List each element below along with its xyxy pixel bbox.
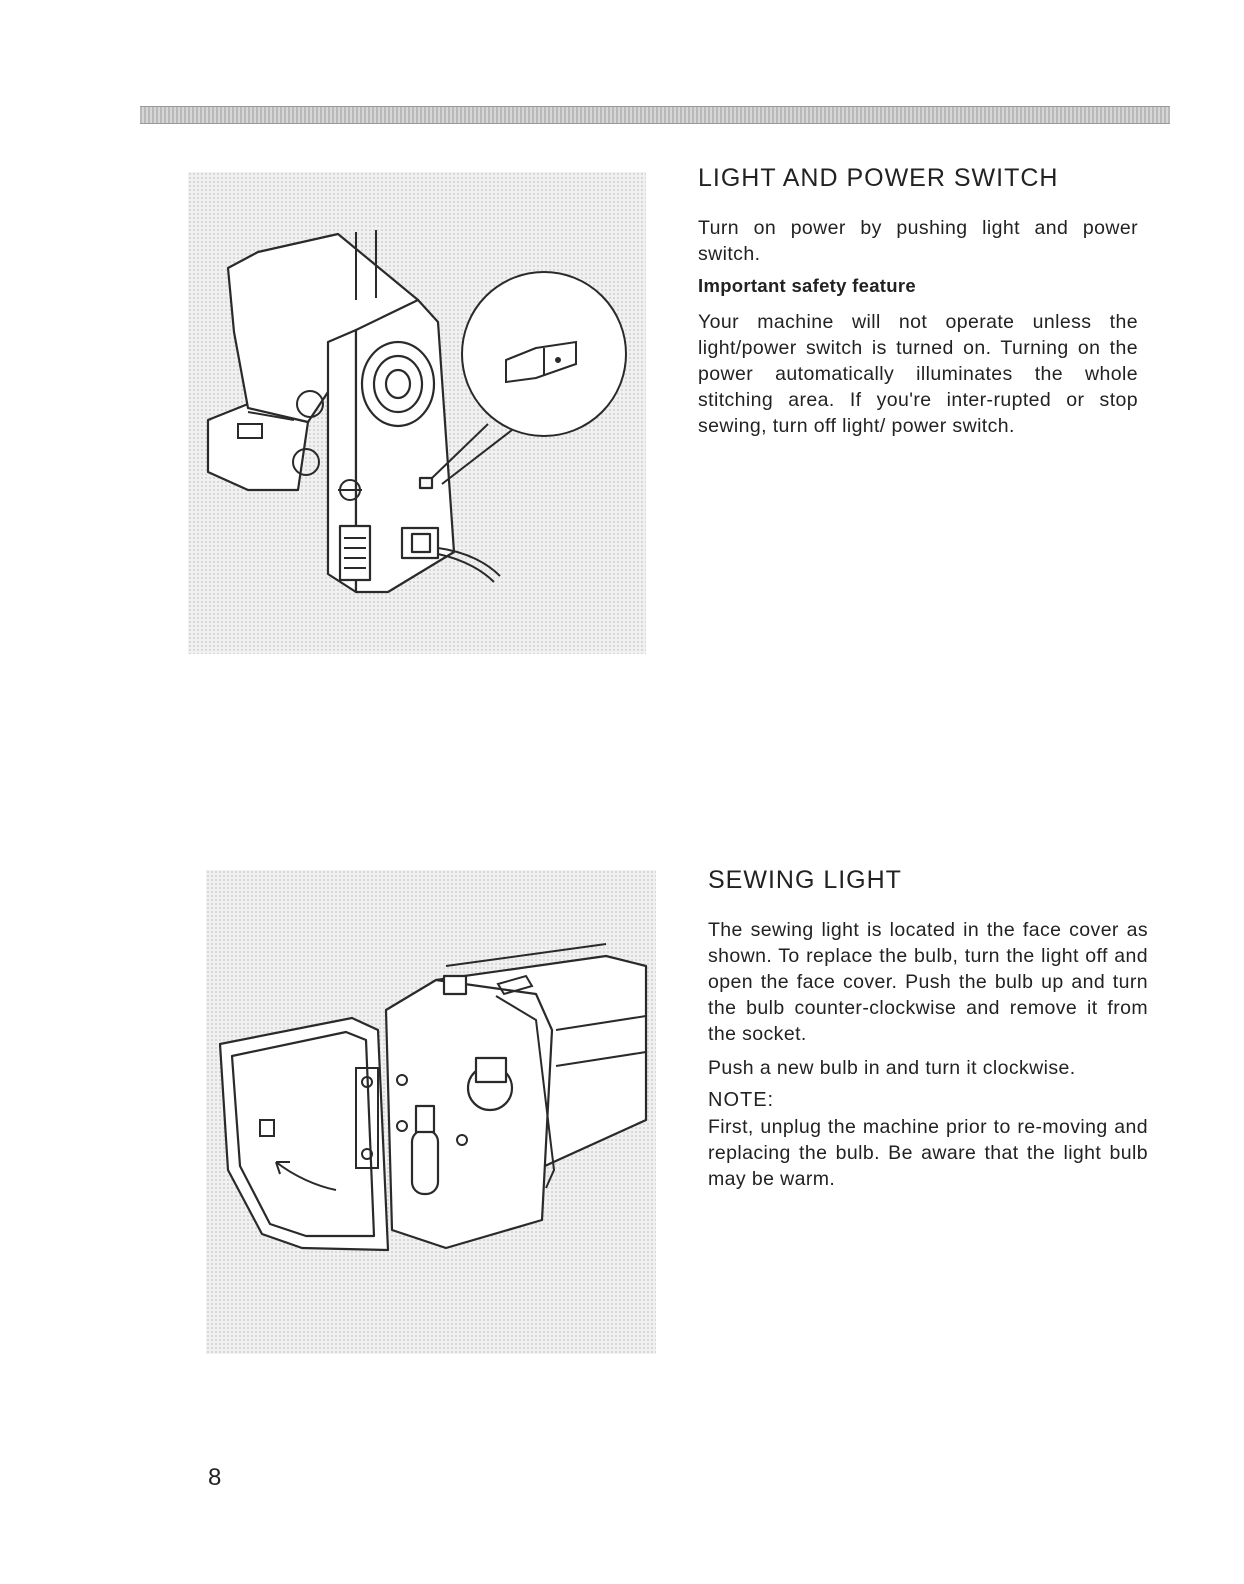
intro-text: Turn on power by pushing light and power switch.: [698, 217, 1138, 265]
light-power-section: [698, 164, 1138, 447]
header-rule: [140, 106, 1170, 124]
note-text: First, unplug the machine prior to re-moving and replacing the bulb. Be aware that the light bulb may be warm.: [708, 1116, 1148, 1190]
section-title: SEWING LIGHT: [708, 866, 902, 894]
new-bulb-text: Push a new bulb in and turn it clockwise.: [708, 1057, 1076, 1079]
section-title: LIGHT AND POWER SWITCH: [698, 164, 1059, 192]
page-number: 8: [208, 1464, 222, 1491]
note-label: NOTE:: [708, 1089, 775, 1111]
sewing-light-section: [708, 866, 1148, 1200]
power-switch-illustration: [188, 172, 646, 654]
sewing-light-illustration: [206, 870, 656, 1354]
safety-subheading: Important safety feature: [698, 275, 916, 296]
safety-text: Your machine will not operate unless the light/power switch is turned on. Turning on the power automatically illuminates the whole stitching area. If you're inter-rupted or stop sewing, turn off light/ power switch.: [698, 311, 1138, 437]
face-cover-drawing: [206, 870, 656, 1354]
sewing-machine-drawing: [188, 172, 646, 654]
replace-bulb-text: The sewing light is located in the face cover as shown. To replace the bulb, turn the light off and open the face cover. Push the bulb up and turn the bulb counter-clockwise and remove it from the socket.: [708, 919, 1148, 1045]
